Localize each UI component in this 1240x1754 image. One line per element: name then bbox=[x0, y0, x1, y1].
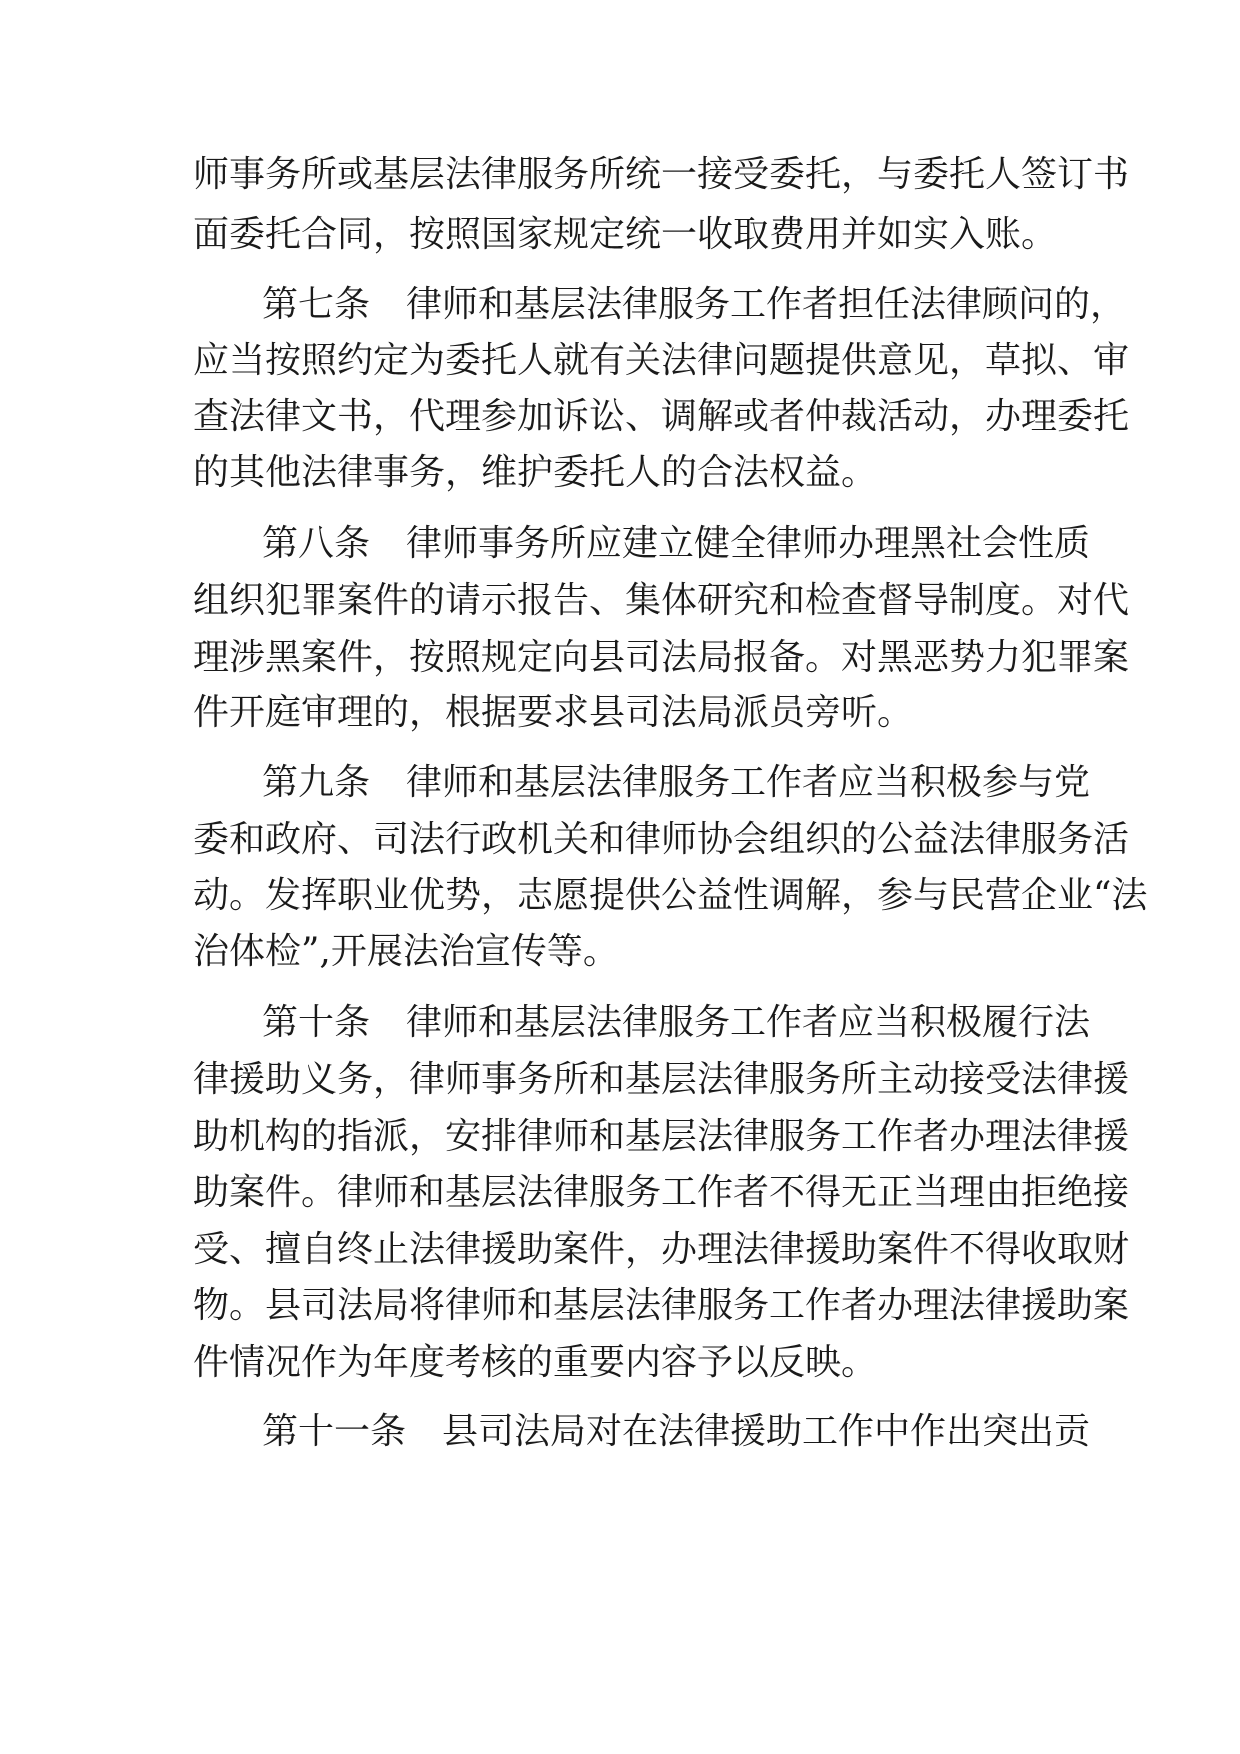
text-line: 理涉黑案件，按照规定向县司法局报备。对黑恶势力犯罪案 bbox=[193, 637, 1130, 678]
article-heading-line: 第九条 律师和基层法律服务工作者应当积极参与党 bbox=[262, 762, 1091, 803]
text-line: 治体检”,开展法治宣传等。 bbox=[193, 931, 619, 972]
article-heading-line: 第八条 律师事务所应建立健全律师办理黑社会性质 bbox=[262, 523, 1091, 564]
text-line: 件开庭审理的，根据要求县司法局派员旁听。 bbox=[193, 692, 914, 733]
text-line: 委和政府、司法行政机关和律师协会组织的公益法律服务活 bbox=[193, 819, 1130, 860]
text-line: 应当按照约定为委托人就有关法律问题提供意见，草拟、审 bbox=[193, 340, 1130, 381]
article-heading-line: 第十条 律师和基层法律服务工作者应当积极履行法 bbox=[262, 1002, 1091, 1043]
article-heading-line: 第七条 律师和基层法律服务工作者担任法律顾问的， bbox=[262, 284, 1127, 325]
text-line: 动。发挥职业优势，志愿提供公益性调解，参与民营企业“法 bbox=[193, 875, 1148, 916]
text-line: 的其他法律事务，维护委托人的合法权益。 bbox=[193, 452, 878, 493]
text-line: 面委托合同，按照国家规定统一收取费用并如实入账。 bbox=[193, 214, 1058, 255]
text-line: 件情况作为年度考核的重要内容予以反映。 bbox=[193, 1342, 878, 1383]
article-heading-line: 第十一条 县司法局对在法律援助工作中作出突出贡 bbox=[262, 1411, 1091, 1452]
text-line: 组织犯罪案件的请示报告、集体研究和检查督导制度。对代 bbox=[193, 580, 1130, 621]
text-line: 受、擅自终止法律援助案件，办理法律援助案件不得收取财 bbox=[193, 1229, 1130, 1270]
text-line: 律援助义务，律师事务所和基层法律服务所主动接受法律援 bbox=[193, 1059, 1130, 1100]
text-line: 查法律文书，代理参加诉讼、调解或者仲裁活动，办理委托 bbox=[193, 396, 1130, 437]
text-line: 物。县司法局将律师和基层法律服务工作者办理法律援助案 bbox=[193, 1285, 1130, 1326]
text-line: 助机构的指派，安排律师和基层法律服务工作者办理法律援 bbox=[193, 1116, 1130, 1157]
text-line: 师事务所或基层法律服务所统一接受委托，与委托人签订书 bbox=[193, 154, 1130, 195]
text-line: 助案件。律师和基层法律服务工作者不得无正当理由拒绝接 bbox=[193, 1172, 1130, 1213]
